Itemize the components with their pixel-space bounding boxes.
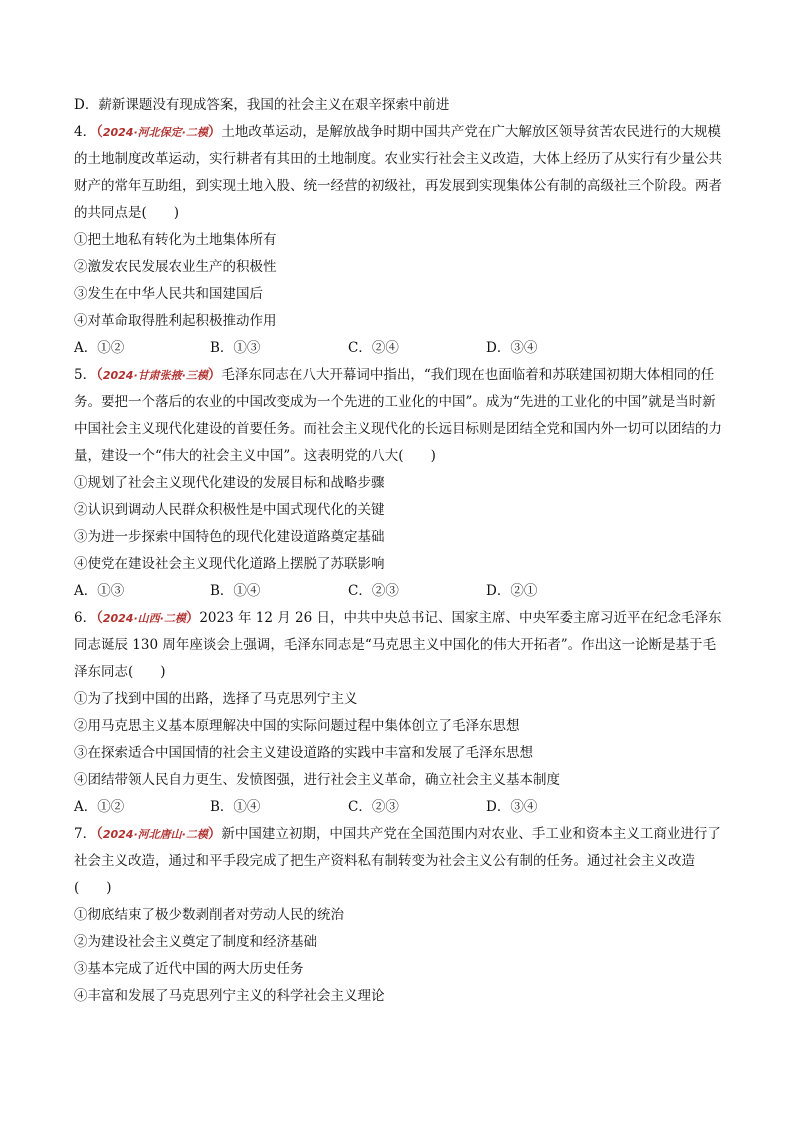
source-bracket: （ <box>96 124 103 140</box>
answer-option[interactable]: D．③④ <box>486 799 538 815</box>
answer-options <box>74 578 724 605</box>
statement-item: ④丰富和发展了马克思列宁主义的科学社会主义理论 <box>74 988 385 1004</box>
question-stem <box>74 821 724 902</box>
page-content <box>74 92 724 1010</box>
question-block <box>74 821 724 1010</box>
answer-option[interactable]: C．②④ <box>348 340 399 356</box>
question-block <box>74 362 724 605</box>
answer-options <box>74 335 724 362</box>
statement-item: ①彻底结束了极少数剥削者对劳动人民的统治 <box>74 907 344 923</box>
answer-option[interactable]: B．①④ <box>210 583 261 599</box>
answer-option[interactable]: A．①② <box>74 340 125 356</box>
answer-option[interactable]: C．②③ <box>348 583 399 599</box>
question-number: 4． <box>74 124 97 140</box>
answer-option[interactable]: B．①③ <box>210 340 261 356</box>
statement-item: ④使党在建设社会主义现代化道路上摆脱了苏联影响 <box>74 556 385 572</box>
question-block <box>74 605 724 821</box>
question-source: 2024·河北保定·二模 <box>102 126 208 139</box>
question-number: 5． <box>74 367 97 383</box>
question-source: 2024·甘肃张掖·三模 <box>102 369 208 382</box>
statement-item: ③在探索适合中国国情的社会主义建设道路的实践中丰富和发展了毛泽东思想 <box>74 745 533 761</box>
statement-item: ①规划了社会主义现代化建设的发展目标和战略步骤 <box>74 475 385 491</box>
previous-question-option-d: D．薪新课题没有现成答案，我国的社会主义在艰辛探索中前进 <box>74 97 450 113</box>
statement-item: ④对革命取得胜利起积极推动作用 <box>74 313 277 329</box>
statement-item: ②激发农民发展农业生产的积极性 <box>74 259 277 275</box>
question-text: 2023 年 12 月 26 日，中共中央总书记、国家主席、中央军委主席习近平在纪念毛泽东同志诞辰 130 周年座谈会上强调，毛泽东同志是“马克思主义中国化的伟大开拓者”。作出这一论断是基于毛泽东同志( ) <box>74 610 722 680</box>
statement-item: ①为了找到中国的出路，选择了马克思列宁主义 <box>74 691 358 707</box>
answer-option[interactable]: B．①④ <box>210 799 261 815</box>
question-text: 新中国建立初期，中国共产党在全国范围内对农业、手工业和资本主义工商业进行了社会主义改造，通过和平手段完成了把生产资料私有制转变为社会主义公有制的任务。通过社会主义改造( ) <box>74 826 721 896</box>
statement-item: ①把土地私有转化为土地集体所有 <box>74 232 277 248</box>
answer-option[interactable]: C．②③ <box>348 799 399 815</box>
statement-item: ③为进一步探索中国特色的现代化建设道路奠定基础 <box>74 529 385 545</box>
question-stem <box>74 362 724 470</box>
question-stem <box>74 605 724 686</box>
source-bracket: ） <box>207 367 222 383</box>
question-number: 7． <box>74 826 97 842</box>
statement-item: ③发生在中华人民共和国建国后 <box>74 286 263 302</box>
question-stem <box>74 119 724 227</box>
question-block <box>74 119 724 362</box>
answer-option[interactable]: D．②① <box>486 583 538 599</box>
question-source: 2024·河北唐山·二模 <box>102 828 208 841</box>
statement-item: ③基本完成了近代中国的两大历史任务 <box>74 961 304 977</box>
source-bracket: （ <box>96 826 103 842</box>
statement-item: ④团结带领人民自力更生、发愤图强，进行社会主义革命，确立社会主义基本制度 <box>74 772 560 788</box>
answer-option[interactable]: D．③④ <box>486 340 538 356</box>
source-bracket: （ <box>96 610 103 626</box>
source-bracket: ） <box>185 610 200 626</box>
statement-item: ②用马克思主义基本原理解决中国的实际问题过程中集体创立了毛泽东思想 <box>74 718 520 734</box>
statement-item: ②为建设社会主义奠定了制度和经济基础 <box>74 934 317 950</box>
question-list <box>74 119 724 1010</box>
answer-option[interactable]: A．①② <box>74 799 125 815</box>
answer-options <box>74 794 724 821</box>
question-number: 6． <box>74 610 97 626</box>
answer-option[interactable]: A．①③ <box>74 583 125 599</box>
source-bracket: ） <box>207 124 222 140</box>
statement-item: ②认识到调动人民群众积极性是中国式现代化的关键 <box>74 502 385 518</box>
source-bracket: （ <box>96 367 103 383</box>
question-source: 2024·山西·二模 <box>102 612 186 625</box>
question-text: 毛泽东同志在八大开幕词中指出，“我们现在也面临着和苏联建国初期大体相同的任务。要把一个落后的农业的中国改变成为一个先进的工业化的中国”。成为“先进的工业化的中国”就是当时新中国社会主义现代化建设的首要任务。而社会主义现代化的长远目标则是团结全党和国内外一切可以团结的力量，建设一个“伟大的社会主义中国”。这表明党的八大( ) <box>74 367 722 464</box>
question-text: 土地改革运动，是解放战争时期中国共产党在广大解放区领导贫苦农民进行的大规模的土地制度改革运动，实行耕者有其田的土地制度。农业实行社会主义改造，大体上经历了从实行有少量公共财产的常年互助组，到实现土地入股、统一经营的初级社，再发展到实现集体公有制的高级社三个阶段。两者的共同点是( ) <box>74 124 722 221</box>
source-bracket: ） <box>207 826 222 842</box>
